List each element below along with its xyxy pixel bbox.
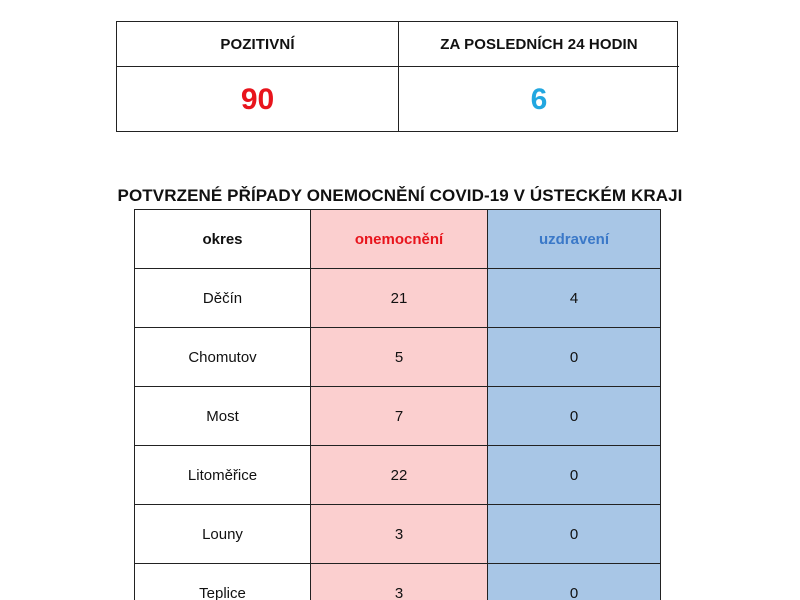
- recovered-cell: 0: [488, 505, 661, 564]
- sick-cell: 3: [311, 564, 488, 600]
- district-cell: Chomutov: [135, 328, 311, 387]
- last24-value: 6: [530, 82, 548, 116]
- table-row: [135, 387, 661, 446]
- district-cell: Most: [135, 387, 311, 446]
- last24-label: ZA POSLEDNÍCH 24 HODIN: [399, 22, 679, 67]
- table-row: [135, 446, 661, 505]
- district-cell: Louny: [135, 505, 311, 564]
- header-sick: onemocnění: [311, 210, 488, 269]
- recovered-cell: 4: [488, 269, 661, 328]
- header-district: okres: [135, 210, 311, 269]
- recovered-cell: 0: [488, 446, 661, 505]
- sick-cell: 7: [311, 387, 488, 446]
- table-row: [135, 564, 661, 600]
- recovered-cell: 0: [488, 387, 661, 446]
- sick-cell: 21: [311, 269, 488, 328]
- district-cell: Teplice: [135, 564, 311, 600]
- positive-label: POZITIVNÍ: [117, 22, 399, 67]
- table-title: POTVRZENÉ PŘÍPADY ONEMOCNĚNÍ COVID-19 V ÚSTECKÉM KRAJI: [117, 186, 683, 205]
- summary-box: [116, 21, 678, 132]
- table-header-row: [135, 210, 661, 269]
- district-cell: Litoměřice: [135, 446, 311, 505]
- district-cell: Děčín: [135, 269, 311, 328]
- table-row: [135, 328, 661, 387]
- table-row: [135, 269, 661, 328]
- cases-table: [134, 209, 661, 600]
- sick-cell: 5: [311, 328, 488, 387]
- positive-value: 90: [117, 67, 399, 132]
- recovered-cell: 0: [488, 328, 661, 387]
- sick-cell: 22: [311, 446, 488, 505]
- table-row: [135, 505, 661, 564]
- header-recovered: uzdravení: [488, 210, 661, 269]
- recovered-cell: 0: [488, 564, 661, 600]
- sick-cell: 3: [311, 505, 488, 564]
